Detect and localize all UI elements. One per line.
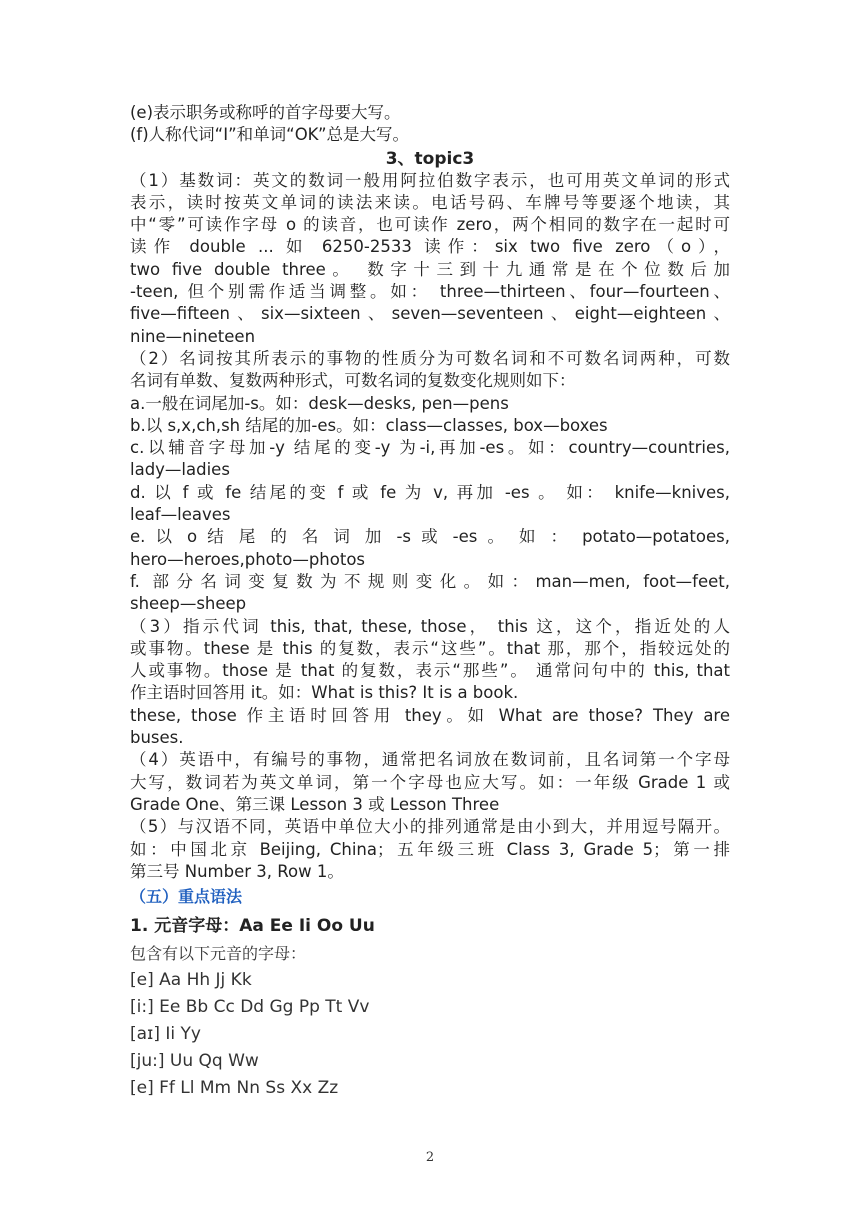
text-line-e: (e)表示职务或称呼的首字母要大写。	[130, 103, 401, 122]
phonetic-line: [e] Aa Hh Jj Kk	[130, 969, 252, 990]
phonetic-line: [aɪ] Ii Yy	[130, 1023, 201, 1044]
document-page	[130, 102, 730, 1101]
body-line: e. 以 o 结 尾 的 名 词 加 -s 或 -es 。 如 ： potato—potatoes,	[130, 527, 730, 547]
body-line: 作主语时回答用 it。如：What is this? It is a book.	[130, 683, 519, 703]
vowel-title: 1. 元音字母：Aa Ee Ii Oo Uu	[130, 916, 375, 937]
body-line: c.以辅音字母加-y 结尾的变-y 为-i,再加-es。如：country—countries,	[130, 438, 730, 458]
body-line: （2）名词按其所表示的事物的性质分为可数名词和不可数名词两种，可数	[130, 348, 730, 368]
body-line: （4）英语中，有编号的事物，通常把名词放在数词前，且名词第一个字母	[130, 750, 730, 770]
body-line: 名词有单数、复数两种形式，可数名词的复数变化规则如下：	[130, 371, 576, 391]
body-line: a.一般在词尾加-s。如：desk—desks, pen—pens	[130, 393, 509, 413]
body-line: these, those 作主语时回答用 they。如 What are those? They are	[130, 705, 730, 725]
body-line: （5）与汉语不同，英语中单位大小的排列通常是由小到大，并用逗号隔开。	[130, 817, 730, 837]
body-line: 大写，数词若为英文单词，第一个字母也应大写。如：一年级 Grade 1 或	[130, 772, 730, 792]
phonetic-line: [i:] Ee Bb Cc Dd Gg Pp Tt Vv	[130, 996, 370, 1017]
phonetic-line: [e] Ff Ll Mm Nn Ss Xx Zz	[130, 1077, 339, 1098]
body-line: f. 部分名词变复数为不规则变化。如：man—men, foot—feet,	[130, 571, 730, 591]
body-line: 第三号 Number 3, Row 1。	[130, 861, 344, 881]
body-line: 表示，读时按英文单词的读法来读。电话号码、车牌号等要逐个地读，其	[130, 192, 730, 212]
body-line: 读作 double ... 如 6250-2533 读作：six two five zero（o），	[130, 237, 730, 257]
body-line: （1）基数词：英文的数词一般用阿拉伯数字表示，也可用英文单词的形式	[130, 170, 730, 190]
body-line: five—fifteen、six—sixteen、seven—seventeen、eight—eighteen、	[130, 304, 730, 324]
body-line: buses.	[130, 728, 184, 748]
text-line-f: (f)人称代词“I”和单词“OK”总是大写。	[130, 125, 410, 145]
body-line: 中“零”可读作字母 o 的读音，也可读作 zero，两个相同的数字在一起时可	[130, 215, 730, 235]
body-line: b.以 s,x,ch,sh 结尾的加-es。如：class—classes, box—boxes	[130, 415, 608, 435]
section-title: （五）重点语法	[130, 887, 243, 907]
phonetic-line: [ju:] Uu Qq Ww	[130, 1050, 259, 1071]
body-paragraphs	[130, 170, 730, 884]
body-line: （3）指示代词 this, that, these, those， this 这，这个，指近处的人	[130, 616, 730, 636]
body-line: Grade One、第三课 Lesson 3 或 Lesson Three	[130, 794, 500, 814]
body-line: sheep—sheep	[130, 594, 247, 614]
body-line: leaf—leaves	[130, 505, 231, 525]
body-line: two five double three。 数字十三到十九通常是在个位数后加	[130, 259, 730, 279]
page-number: 2	[425, 1150, 435, 1165]
body-line: d. 以 f 或 fe 结尾的变 f 或 fe 为 v, 再加 -es 。 如： knife—knives,	[130, 482, 730, 502]
vowel-intro: 包含有以下元音的字母：	[130, 944, 307, 964]
body-line: hero—heroes,photo—photos	[130, 549, 366, 569]
body-line: 如：中国北京 Beijing, China；五年级三班 Class 3, Grade 5；第一排	[130, 839, 730, 859]
body-line: -teen, 但个别需作适当调整。如： three—thirteen、four—fourteen、	[130, 282, 730, 302]
phonetic-list	[130, 967, 730, 1102]
body-line: 或事物。these 是 this 的复数，表示“这些”。that 那，那个，指较远处的	[130, 638, 730, 658]
body-line: lady—ladies	[130, 460, 230, 480]
topic-heading: 3、topic3	[385, 148, 475, 169]
body-line: nine—nineteen	[130, 326, 256, 346]
body-line: 人或事物。those 是 that 的复数，表示“那些”。 通常问句中的 this, that	[130, 661, 730, 681]
